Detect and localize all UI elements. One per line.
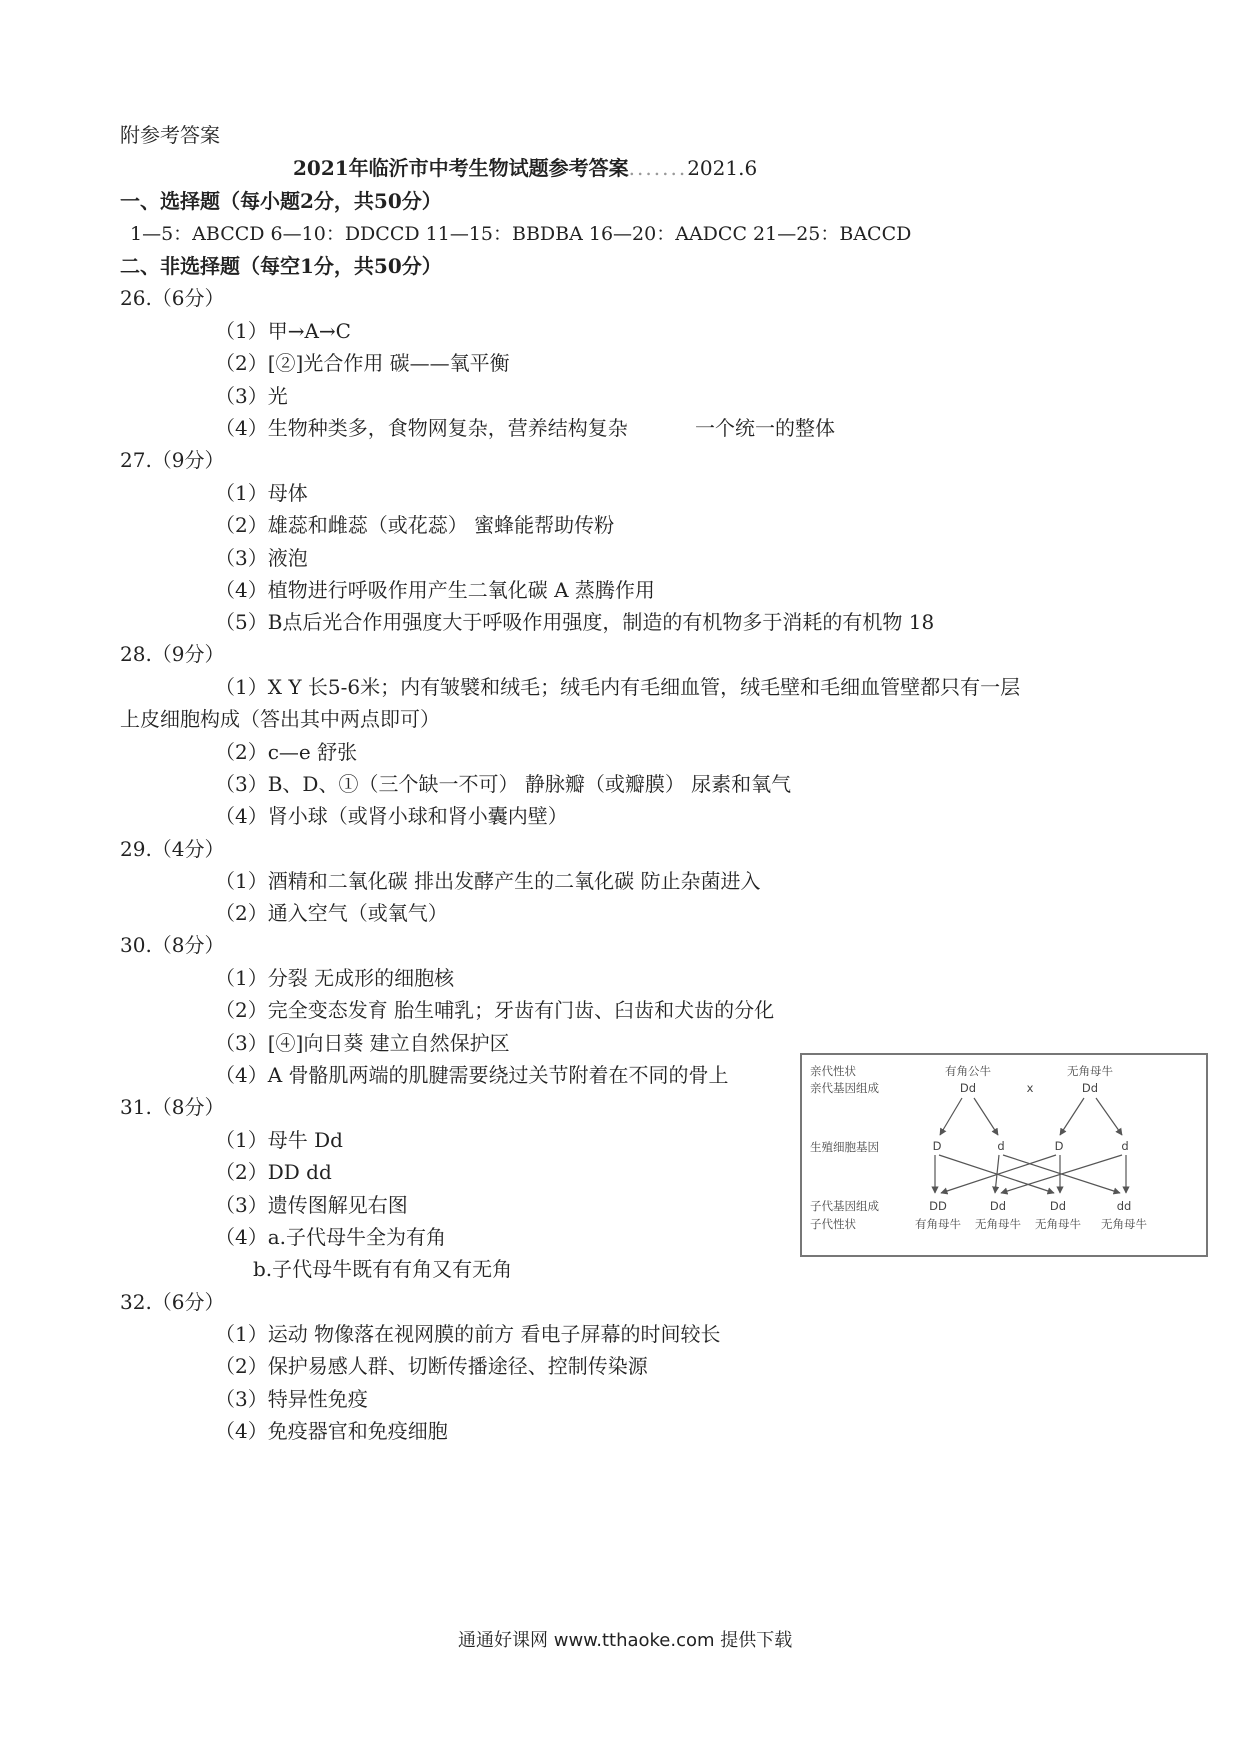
q28-answer-1: （1）X Y 长5-6米；内有皱襞和绒毛；绒毛内有毛细血管，绒毛壁和毛细血管壁都只有一层	[215, 675, 1021, 699]
q29-heading: 29.（4分）	[120, 837, 225, 861]
parent1-trait: 有角公牛	[945, 1064, 991, 1078]
q32-answer-3: （3）特异性免疫	[215, 1387, 368, 1411]
title-dots: .......	[628, 156, 688, 180]
label-gamete-gene: 生殖细胞基因	[810, 1140, 879, 1154]
q30-answer-1: （1）分裂 无成形的细胞核	[215, 966, 455, 990]
label-offspring-gene: 子代基因组成	[810, 1199, 879, 1213]
q30-heading: 30.（8分）	[120, 933, 225, 957]
q30-answer-4: （4）A 骨骼肌两端的肌腱需要绕过关节附着在不同的骨上	[215, 1063, 729, 1087]
q26-answer-4b: 一个统一的整体	[695, 416, 835, 440]
q28-answer-2: （2）c—e 舒张	[215, 740, 358, 764]
q32-answer-2: （2）保护易感人群、切断传播途径、控制传染源	[215, 1354, 648, 1378]
q27-answer-1: （1）母体	[215, 481, 308, 505]
q31-answer-2: （2）DD dd	[215, 1160, 332, 1184]
gamete-3: D	[1054, 1139, 1064, 1153]
q27-answer-2: （2）雄蕊和雌蕊（或花蕊） 蜜蜂能帮助传粉	[215, 513, 615, 537]
q31-answer-1: （1）母牛 Dd	[215, 1128, 343, 1152]
offspring-trait-2: 无角母牛	[975, 1217, 1021, 1231]
section1-answers: 1—5：ABCCD 6—10：DDCCD 11—15：BBDBA 16—20：AADCC 21—25：BACCD	[130, 223, 912, 245]
q28-answer-1-cont: 上皮细胞构成（答出其中两点即可）	[120, 707, 440, 731]
footer-text: 通通好课网 www.tthaoke.com 提供下载	[458, 1630, 793, 1651]
q30-answer-3: （3）[④]向日葵 建立自然保护区	[215, 1031, 510, 1055]
q28-heading: 28.（9分）	[120, 642, 225, 666]
offspring-gene-3: Dd	[1049, 1199, 1067, 1213]
page-title: 2021年临沂市中考生物试题参考答案	[293, 156, 629, 180]
offspring-gene-4: dd	[1116, 1199, 1132, 1213]
q32-answer-4: （4）免疫器官和免疫细胞	[215, 1419, 448, 1443]
q27-answer-3: （3）液泡	[215, 546, 308, 570]
q31-heading: 31.（8分）	[120, 1095, 225, 1119]
gamete-1: D	[932, 1139, 942, 1153]
q28-answer-4: （4）肾小球（或肾小球和肾小囊内壁）	[215, 804, 568, 828]
q26-answer-1: （1）甲→A→C	[215, 319, 351, 343]
offspring-gene-1: DD	[929, 1199, 947, 1213]
label-offspring-trait: 子代性状	[810, 1217, 856, 1231]
title-line	[293, 155, 757, 181]
q26-answer-3: （3）光	[215, 384, 288, 408]
q27-answer-5: （5）B点后光合作用强度大于呼吸作用强度，制造的有机物多于消耗的有机物 18	[215, 610, 935, 634]
offspring-trait-1: 有角母牛	[915, 1217, 961, 1231]
section2-heading: 二、非选择题（每空1分，共50分）	[120, 254, 442, 278]
offspring-trait-4: 无角母牛	[1101, 1217, 1147, 1231]
page-header: 附参考答案	[120, 123, 220, 147]
arrow-p1-d	[974, 1098, 998, 1135]
q28-answer-3: （3）B、D、①（三个缺一不可） 静脉瓣（或瓣膜） 尿素和氧气	[215, 772, 792, 796]
section1-heading: 一、选择题（每小题2分，共50分）	[120, 189, 442, 213]
q31-answer-3: （3）遗传图解见右图	[215, 1193, 408, 1217]
q29-answer-2: （2）通入空气（或氧气）	[215, 901, 448, 925]
q27-answer-4: （4）植物进行呼吸作用产生二氧化碳 A 蒸腾作用	[215, 578, 655, 602]
genetics-diagram-svg	[802, 1055, 1206, 1255]
arrow-p1-D	[940, 1098, 962, 1135]
q26-heading: 26.（6分）	[120, 286, 225, 310]
q30-answer-2: （2）完全变态发育 胎生哺乳；牙齿有门齿、臼齿和犬齿的分化	[215, 998, 775, 1022]
label-parent-trait: 亲代性状	[810, 1064, 856, 1078]
q32-heading: 32.（6分）	[120, 1290, 225, 1314]
parent1-gene: Dd	[959, 1081, 977, 1095]
gamete-2: d	[997, 1139, 1005, 1153]
q29-answer-1: （1）酒精和二氧化碳 排出发酵产生的二氧化碳 防止杂菌进入	[215, 869, 761, 893]
offspring-trait-3: 无角母牛	[1035, 1217, 1081, 1231]
q27-heading: 27.（9分）	[120, 448, 225, 472]
gamete-4: d	[1121, 1139, 1129, 1153]
arrow-p2-d	[1096, 1098, 1122, 1135]
parent2-gene: Dd	[1081, 1081, 1099, 1095]
q31-answer-4b: b.子代母牛既有有角又有无角	[253, 1257, 513, 1281]
label-parent-gene: 亲代基因组成	[810, 1081, 879, 1095]
parent2-trait: 无角母牛	[1067, 1064, 1113, 1078]
q32-answer-1: （1）运动 物像落在视网膜的前方 看电子屏幕的时间较长	[215, 1322, 721, 1346]
offspring-gene-2: Dd	[989, 1199, 1007, 1213]
genetics-diagram	[800, 1053, 1208, 1257]
arrow-p2-D	[1060, 1098, 1084, 1135]
q31-answer-4a: （4）a.子代母牛全为有角	[215, 1225, 447, 1249]
title-date: 2021.6	[687, 156, 758, 180]
cross-symbol: x	[1026, 1081, 1034, 1095]
q26-answer-4: （4）生物种类多，食物网复杂，营养结构复杂	[215, 416, 628, 440]
q26-answer-2: （2）[②]光合作用 碳——氧平衡	[215, 351, 510, 375]
